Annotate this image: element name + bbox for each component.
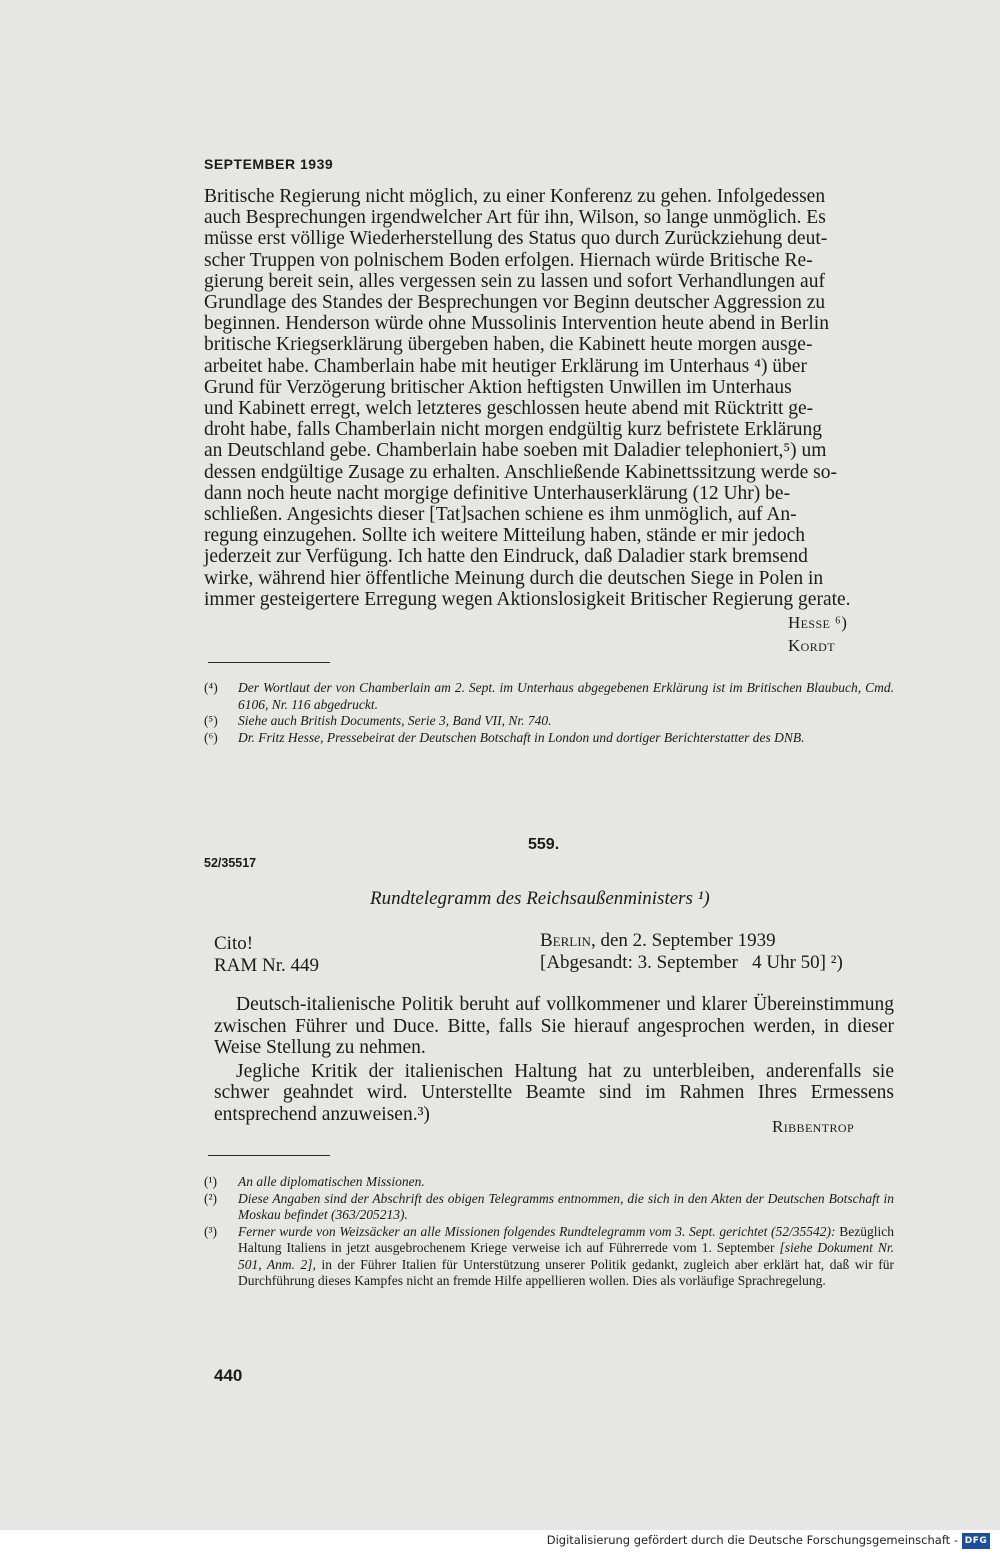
body-line: britische Kriegserklärung übergeben haben, die Kabinett heute morgen ausge-: [204, 334, 813, 356]
footnote-text: [238, 1224, 894, 1290]
signature-ribbentrop: Ribbentrop: [772, 1117, 855, 1136]
footnote-mark: (¹): [204, 1174, 218, 1189]
footnote-rule: [208, 1155, 330, 1156]
footnote-mark: (⁵): [204, 713, 218, 728]
meta-place-date: [540, 930, 776, 952]
footnote-mark: (⁴): [204, 680, 218, 695]
footnote: [204, 1224, 894, 1290]
document-number: 559.: [528, 836, 560, 853]
footnote-text-italic: Ferner wurde von Weizsäcker an alle Missionen folgendes Rundtelegramm vom 3. Sept. gerichtet (52/35542):: [238, 1223, 840, 1239]
footnote-text: An alle diplomatischen Missionen.: [238, 1174, 425, 1189]
meta-sent: [Abgesandt: 3. September 4 Uhr 50] ²): [540, 952, 843, 973]
paragraph: Jegliche Kritik der italienischen Haltung hat zu unterbleiben, anderenfalls sie schwer geahndet wird. Unterstellte Beamte sind im Rahmen Ihres Ermessens entsprechend anzuweisen.³): [214, 1060, 894, 1125]
body-line: an Deutschland gebe. Chamberlain habe soeben mit Daladier telephoniert,⁵) um: [204, 440, 827, 462]
body-line: regung einzugehen. Sollte ich weitere Mitteilung haben, stände er mir jedoch: [204, 525, 806, 547]
body-line: auch Besprechungen irgendwelcher Art für ihn, Wilson, so lange unmöglich. Es: [204, 207, 826, 229]
body-line: schließen. Angesichts dieser [Tat]sachen schiene es ihm unmöglich, auf An-: [204, 504, 797, 526]
previous-document-body: [204, 186, 886, 610]
running-header: SEPTEMBER 1939: [204, 156, 334, 172]
footnote-text: Dr. Fritz Hesse, Pressebeirat der Deutschen Botschaft in London und dortiger Berichterstatter des DNB.: [238, 729, 805, 745]
footnote: [204, 680, 894, 713]
body-line: Grund für Verzögerung britischer Aktion heftigsten Unwillen im Unterhaus: [204, 376, 792, 398]
body-line: Grundlage des Standes der Besprechungen vor Beginn deutscher Aggression zu: [204, 292, 826, 314]
film-reference: 52/35517: [204, 856, 257, 870]
footnotes-document: [204, 1174, 894, 1290]
page-number: 440: [214, 1366, 243, 1385]
meta-cito: Cito!: [214, 933, 254, 954]
footnote-text: Der Wortlaut der von Chamberlain am 2. Sept. im Unterhaus abgegebenen Erklärung ist im Britischen Blaubuch, Cmd. 6106, Nr. 116 abgedruckt.: [238, 680, 894, 712]
footnote: [204, 730, 894, 747]
body-line: jederzeit zur Verfügung. Ich hatte den Eindruck, daß Daladier stark bremsend: [204, 546, 808, 568]
footnote: [204, 1174, 894, 1191]
body-line: arbeitet habe. Chamberlain habe mit heutiger Erklärung im Unterhaus ⁴) über: [204, 355, 807, 377]
body-line: beginnen. Henderson würde ohne Mussolinis Intervention heute abend in Berlin: [204, 313, 829, 335]
footnotes-previous: [204, 680, 894, 746]
body-line: und Kabinett erregt, welch letzteres geschlossen heute abend mit Rücktritt ge-: [204, 398, 814, 420]
body-line: dann noch heute nacht morgige definitive Unterhauserklärung (12 Uhr) be-: [204, 482, 791, 504]
body-line: wirke, während hier öffentliche Meinung durch die deutschen Siege in Polen in: [204, 567, 824, 589]
footnote-mark: (⁶): [204, 729, 218, 745]
meta-ram-number: RAM Nr. 449: [214, 955, 320, 976]
body-line: immer gesteigertere Erregung wegen Aktionslosigkeit Britischer Regierung gerate.: [204, 588, 851, 610]
footnote-mark: (³): [204, 1223, 218, 1239]
paragraph: Deutsch-italienische Politik beruht auf vollkommener und klarer Übereinstimmung zwischen Führer und Duce. Bitte, falls Sie hierauf angesprochen werden, in dieser Weise Stellung zu nehmen.: [214, 994, 894, 1058]
footnote-mark: (²): [204, 1190, 218, 1206]
document-title: Rundtelegramm des Reichsaußenministers ¹): [370, 888, 710, 909]
body-line: müsse erst völlige Wiederherstellung des Status quo durch Zurückziehung deut-: [204, 228, 828, 250]
date: , den 2. September 1939: [590, 930, 776, 951]
footnote-text-italic: [siehe Dokument Nr. 501, Anm. 2]: [238, 1240, 894, 1272]
body-line: droht habe, falls Chamberlain nicht morgen endgültig kurz befristete Erklärung: [204, 419, 823, 441]
footnote: [204, 713, 894, 730]
body-line: gierung bereit sein, alles vergessen sein zu lassen und sofort Verhandlungen auf: [204, 270, 825, 292]
footnote-text-roman: , in der Führer Italien für Unterstützung unserer Politik gedankt, zugleich aber erklärt hat, daß wir für Durchführung dieses Kampfes nicht an fremde Hilfe appellieren wollen. Dies als vorläufige Sprachregelung.: [238, 1256, 894, 1288]
footnote-rule: [208, 662, 330, 663]
document-body: [214, 994, 894, 1125]
signature-kordt: Kordt: [788, 636, 835, 655]
footnote-text: Diese Angaben sind der Abschrift des obigen Telegramms entnommen, die sich in den Akten der Deutschen Botschaft in Moskau befindet (363/205213).: [238, 1190, 894, 1222]
body-line: scher Truppen von polnischem Boden erfolgen. Hiernach würde Britische Re-: [204, 249, 813, 271]
footnote-text-roman: Bezüglich Haltung Italiens in jetzt ausgebrochenem Kriege verweise ich auf Führerrede vom 1. September: [238, 1223, 894, 1255]
footnote-text: Siehe auch British Documents, Serie 3, Band VII, Nr. 740.: [238, 713, 552, 728]
body-line: Britische Regierung nicht möglich, zu einer Konferenz zu gehen. Infolgedessen: [204, 186, 826, 207]
signature-hesse: Hesse ⁶): [788, 613, 848, 632]
body-line: dessen endgültige Zusage zu erhalten. Anschließende Kabinettssitzung werde so-: [204, 461, 838, 483]
dfg-logo-icon: DFG: [962, 1533, 990, 1549]
place: Berlin: [540, 930, 591, 951]
footer-funding-text: Digitalisierung gefördert durch die Deutsche Forschungsgemeinschaft -: [546, 1533, 958, 1547]
footnote: [204, 1191, 894, 1224]
